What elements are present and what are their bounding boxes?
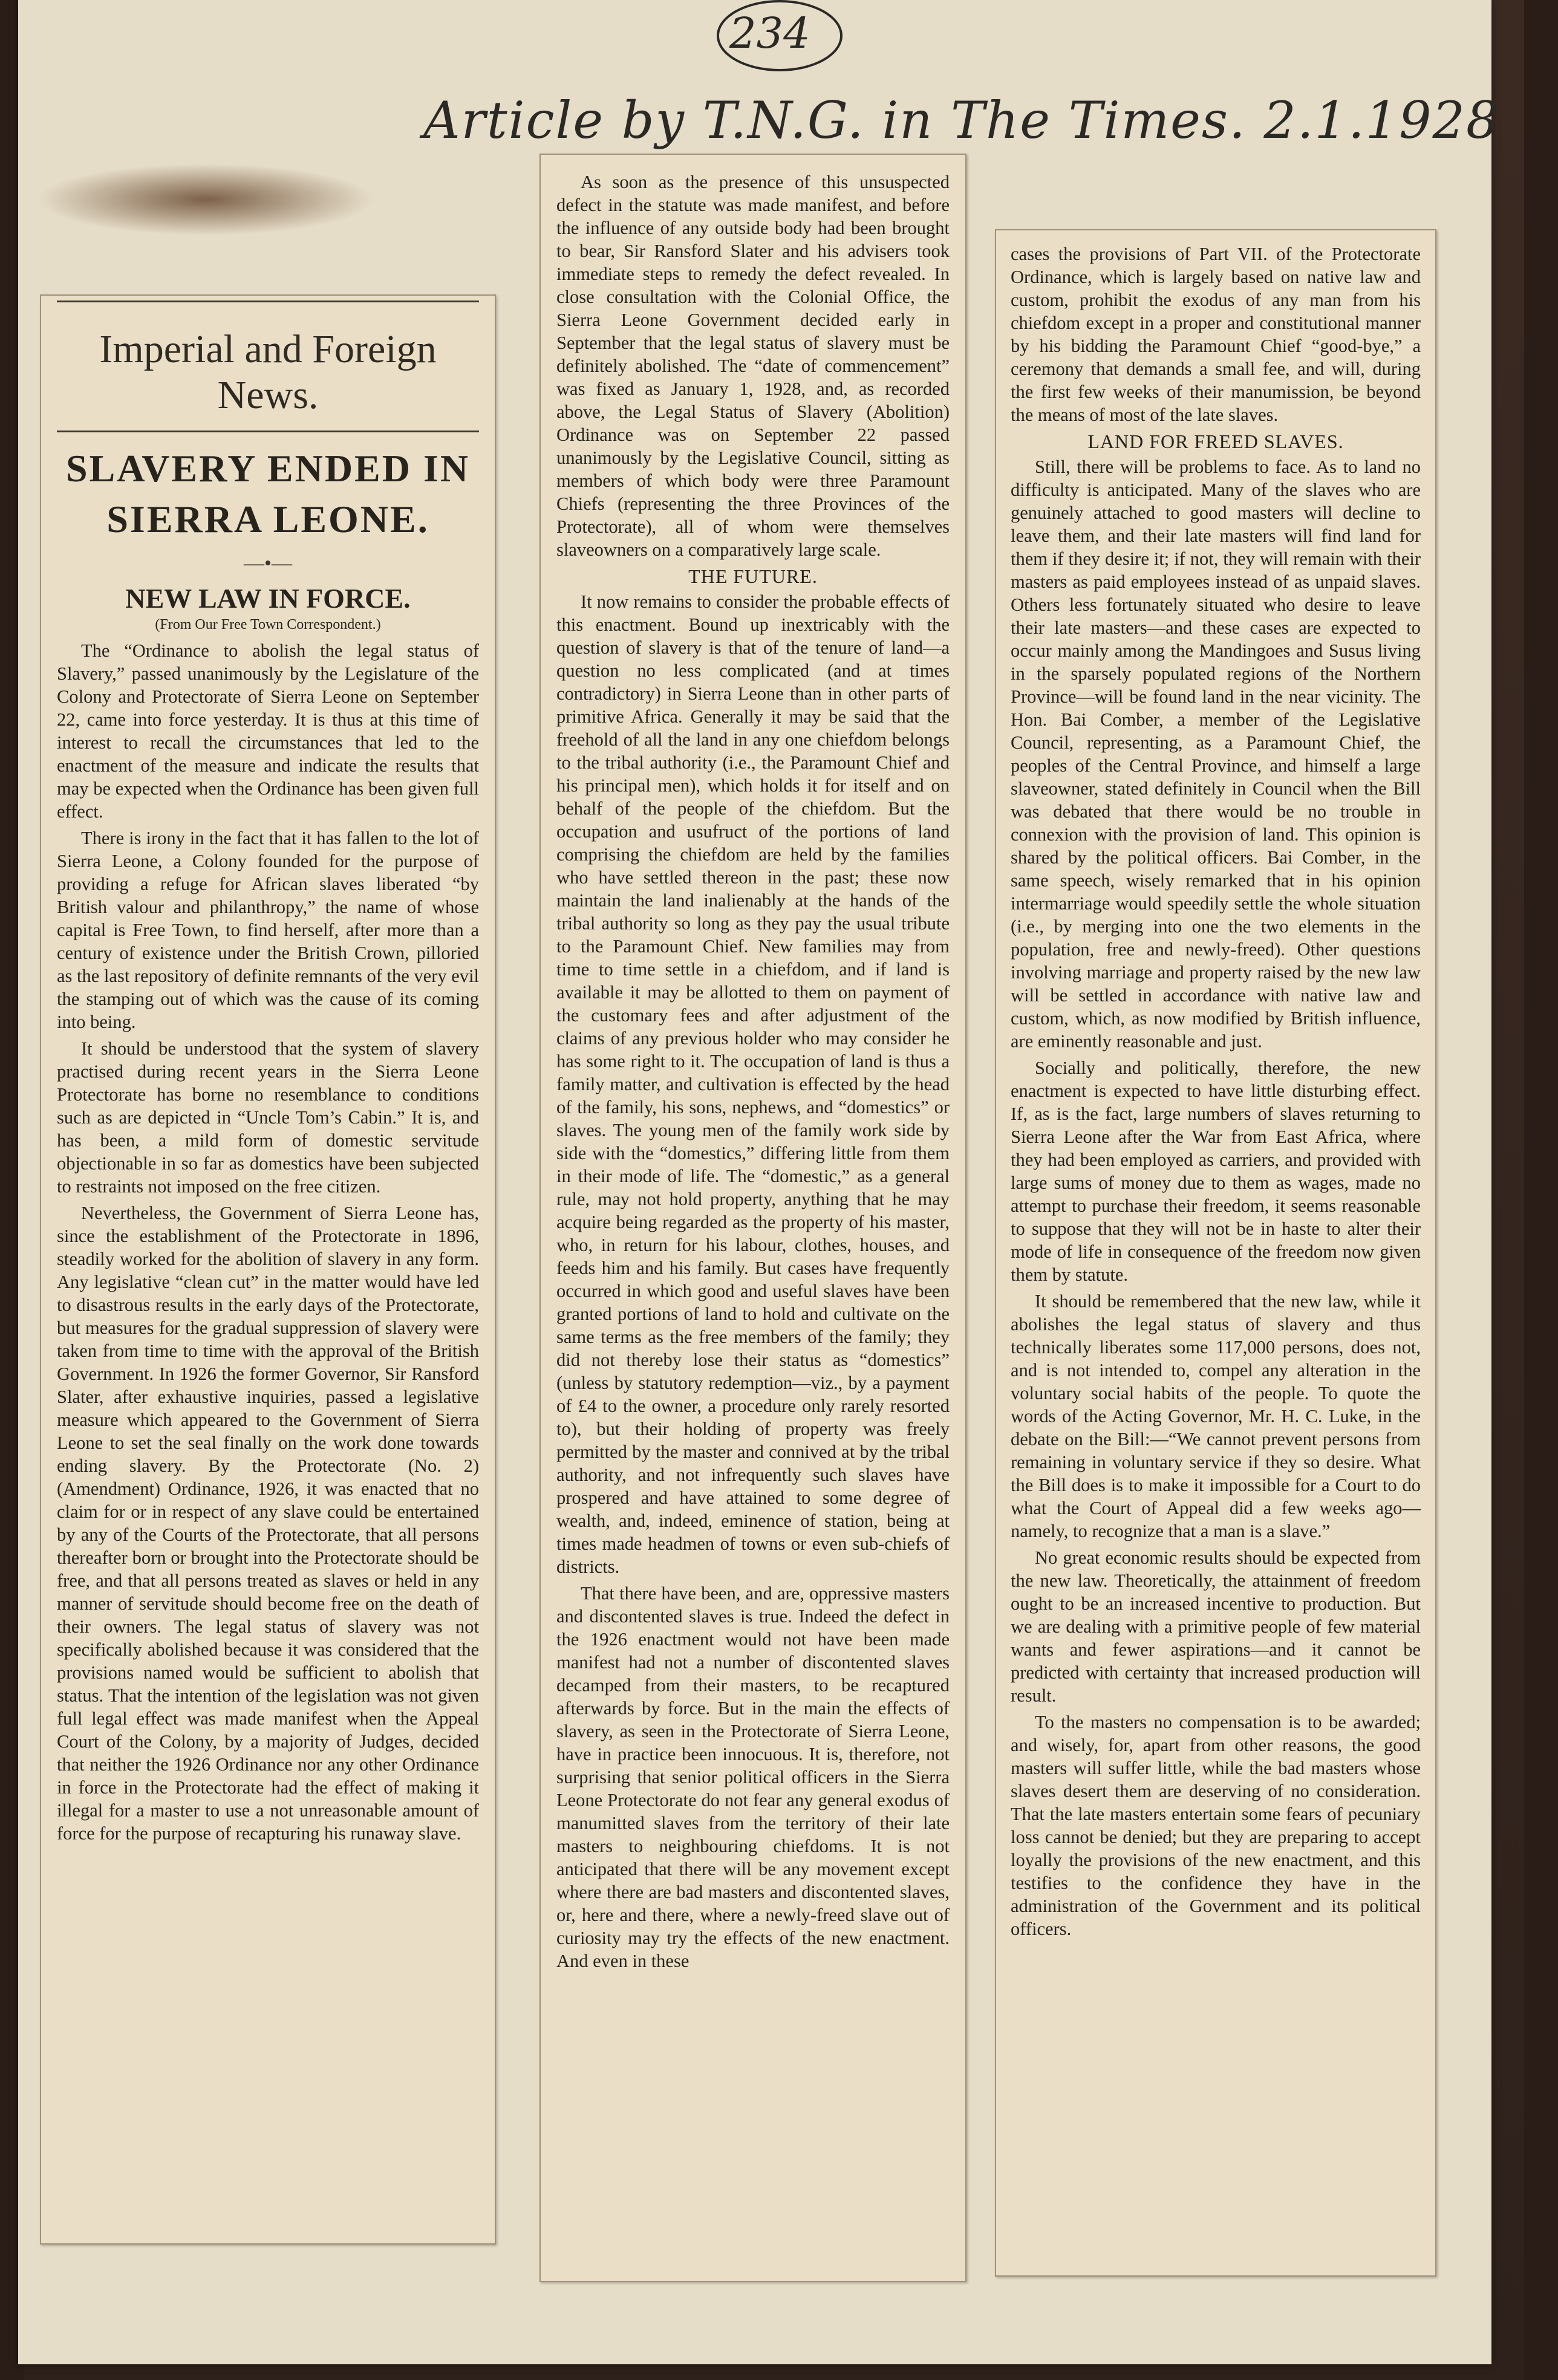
paragraph: It now remains to consider the probable effects of this enactment. Bound up inextricably with the question of slavery is that of the tenure of land—a question no less complicated (and at times contradictory) in Sierra Leone than in other parts of primitive Africa. Generally it may be said that the freehold of all the land in any one chiefdom belongs to the tribal authority (i.e., the Paramount Chief and his principal men), which holds it for itself and on behalf of the people of the chiefdom. But the occupation and usufruct of the portions of land comprising the chiefdom are held by the families who have settled thereon in the past; these now maintain the land inalienably at the hands of the tribal authority so long as they pay the usual tribute to the Paramount Chief. New families may from time to time settle in a chiefdom, and if land is available it may be allotted to them on payment of the customary fees and after adjustment of the claims of any previous holder who may consider he has some right to it. The occupation of land is thus a family matter, and cultivation is effected by the head of the family, his sons, nephews, and “domestics” or slaves. The young men of the family work side by side with the “domestics,” differing little from them in their mode of life. The “domestic,” as a general rule, may not hold property, anything that he may acquire being regarded as the property of his master, who, in return for his labour, clothes, houses, and feeds him and his family. But cases have frequently occurred in which good and useful slaves have been granted portions of land to hold and cultivate on the same terms as the free members of the family; they did not thereby lose their status as “domestics” (unless by statutory redemption—viz., by a payment of £4 to the owner, a procedure only rarely resorted to), but their holding of property was freely permitted by the master and connived at by the tribal authority, and not infrequently such slaves have prospered and have attained to some degree of wealth, and, indeed, eminence of station, being at times made headmen of towns or even sub-chiefs of districts.: [556, 591, 950, 1577]
paragraph: It should be understood that the system of slavery practised during recent years in the Sierra Leone Protectorate has borne no resemblance to conditions such as are depicted in “Uncle Tom’s Cabin.” It is, and has been, a mild form of domestic servitude objectionable in so far as domestics have been subjected to restraints not imposed on the free citizen.: [57, 1038, 479, 1197]
paragraph: The “Ordinance to abolish the legal status of Slavery,” passed unanimously by the Legislature of the Colony and Protectorate of Sierra Leone on September 22, came into force yesterday. It is thus at this time of interest to recall the circumstances that led to the enactment of the measure and indicate the results that may be expected when the Ordinance has been given full effect.: [57, 640, 479, 822]
subheading-the-future: THE FUTURE.: [688, 565, 818, 587]
clipping-column-2: [539, 154, 966, 2282]
clipping-column-3: [995, 229, 1436, 2277]
headline: SLAVERY ENDED IN SIERRA LEONE.: [65, 447, 471, 541]
folio-number: 234: [729, 8, 810, 58]
paragraph: Nevertheless, the Government of Sierra Leone has, since the establishment of the Protectorate in 1896, steadily worked for the abolition of slavery in any form. Any legislative “clean cut” in the matter would have led to disastrous results in the early days of the Protectorate, but measures for the gradual suppression of slavery were taken from time to time with the approval of the British Government. In 1926 the former Governor, Sir Ransford Slater, after exhaustive inquiries, passed a legislative measure which appeared to the Government of Sierra Leone to set the seal finally on the work done towards ending slavery. By the Protectorate (No. 2) (Amendment) Ordinance, 1926, it was enacted that no claim for or in respect of any slave could be entertained by any of the Courts of the Protectorate, that all persons thereafter born or brought into the Protectorate should be free, and that all persons treated as slaves or held in any manner of servitude should become free on the death of their owners. The legal status of slavery was not specifically abolished because it was considered that the provisions named would be sufficient to abolish that status. That the intention of the legislation was not given full legal effect was made manifest when the Appeal Court of the Colony, by a majority of Judges, decided that neither the 1926 Ordinance nor any other Ordinance in force in the Protectorate had the effect of making it illegal for a master to use a not unreasonable amount of force for the purpose of recapturing his runaway slave.: [57, 1203, 479, 1844]
paragraph: That there have been, and are, oppressive masters and discontented slaves is true. Indeed the defect in the 1926 enactment would not have been made manifest had not a number of discontented slaves decamped from their masters, to be recaptured afterwards by force. But in the main the effects of slavery, as seen in the Protectorate of Sierra Leone, have in practice been innocuous. It is, therefore, not surprising that senior political officers in the Sierra Leone Protectorate do not fear any general exodus of manumitted slaves from the territory of their late masters to neighbouring chiefdoms. It is not anticipated that there will be any movement except where there are bad masters and discontented slaves, or, here and there, where a newly-freed slave out of curiosity may try the effects of the new enactment. And even in these: [556, 1583, 950, 1971]
subheading-land-for-freed-slaves: LAND FOR FREED SLAVES.: [1087, 431, 1344, 452]
clipping-column-1: [40, 294, 496, 2245]
paragraph: Socially and politically, therefore, the new enactment is expected to have little disturbing effect. If, as is the fact, large numbers of slaves returning to Sierra Leone after the War from East Africa, where they had been employed as carriers, and provided with large sums of money due to them as wages, made no attempt to purchase their freedom, it seems reasonable to suppose that they will not be in haste to alter their mode of life in consequence of the freedom now given them by statute.: [1011, 1058, 1421, 1285]
paragraph: To the masters no compensation is to be awarded; and wisely, for, apart from other reasons, the good masters will suffer little, while the bad masters whose slaves desert them are deserving of no consideration. That the late masters entertain some fears of pecuniary loss cannot be denied; but they are preparing to accept loyally the provisions of the new enactment, and this testifies to the confidence they have in the administration of the Government and its political officers.: [1011, 1712, 1421, 1939]
column-3-body: [1011, 242, 1421, 1940]
subheadline: NEW LAW IN FORCE.: [125, 583, 411, 614]
paragraph: It should be remembered that the new law, while it abolishes the legal status of slavery and thus technically liberates some 117,000 persons, does not, and is not intended to, compel any alteration in the voluntary social habits of the people. To quote the words of the Acting Governor, Mr. H. C. Luke, in the debate on the Bill:—“We cannot prevent persons from remaining in voluntary service if they so desire. What the Bill does is to make it impossible for a Court to do what the Court of Appeal did a few weeks ago—namely, to recognize that a man is a slave.”: [1011, 1291, 1421, 1541]
divider-ornament: —•—: [244, 552, 292, 574]
paragraph: cases the provisions of Part VII. of the Protectorate Ordinance, which is largely based on native law and custom, prohibit the exodus of any man from his chiefdom except in a proper and constitutional manner by his bidding the Paramount Chief “good-bye,” a ceremony that demands a small fee, and will, during the first few weeks of their manumission, be beyond the means of most of the late slaves.: [1011, 244, 1421, 425]
column-1-body: [57, 639, 479, 1845]
masthead: [57, 301, 479, 432]
section-title: Imperial and Foreign News.: [99, 327, 437, 417]
handwritten-annotation: Article by T.N.G. in The Times. 2.1.1928: [423, 91, 1500, 150]
paragraph: As soon as the presence of this unsuspected defect in the statute was made manifest, and before the influence of any outside body had been brought to bear, Sir Ransford Slater and his advisers took immediate steps to remedy the defect revealed. In close consultation with the Colonial Office, the Sierra Leone Government decided early in September that the legal status of slavery must be definitely abolished. The “date of commencement” was fixed as January 1, 1928, and, as recorded above, the Legal Status of Slavery (Abolition) Ordinance was on September 22 passed unanimously by the Legislative Council, sitting as members of which body were three Paramount Chiefs (representing the three Provinces of the Protectorate), all of whom were themselves slaveowners on a comparatively large scale.: [556, 172, 950, 560]
paragraph: There is irony in the fact that it has fallen to the lot of Sierra Leone, a Colony founded for the purpose of providing a refuge for African slaves liberated “by British valour and philanthropy,” the name of whose capital is Free Town, to find herself, after more than a century of existence under the British Crown, pilloried as the last repository of definite remnants of the very evil the stamping out of which was the cause of its coming into being.: [57, 828, 479, 1032]
byline: (From Our Free Town Correspondent.): [155, 617, 381, 632]
water-stain: [36, 163, 375, 236]
paragraph: Still, there will be problems to face. As to land no difficulty is anticipated. Many of the slaves who are genuinely attached to good masters will decline to leave them, and their late masters will find land for them if they desire it; if not, they will remain with their masters as paid employees instead of as unpaid slaves. Others less fortunately situated who desire to leave their late masters—and these cases are expected to occur mainly among the Mandingoes and Susus living in the sparsely populated regions of the Northern Province—will be found land in the near vicinity. The Hon. Bai Comber, a member of the Legislative Council, representing, as a Paramount Chief, the peoples of the Central Province, and himself a large slaveowner, stated definitely in Council when the Bill was debated that there would be no trouble in connexion with the provision of land. This opinion is shared by the political officers. Bai Comber, in the same speech, wisely remarked that in his opinion intermarriage would speedily settle the whole situation (i.e., by merging into one the two elements in the population, free and newly-freed). Other questions involving marriage and property raised by the new law will be settled in accordance with native law and custom, which, as now modified by British influence, are eminently reasonable and just.: [1011, 457, 1421, 1052]
column-2-body: [556, 171, 950, 1972]
paragraph: No great economic results should be expected from the new law. Theoretically, the attainment of freedom ought to be an increased incentive to production. But we are dealing with a primitive people of few material wants and fewer aspirations—and it cannot be predicted with certainty that increased production will result.: [1011, 1547, 1421, 1706]
